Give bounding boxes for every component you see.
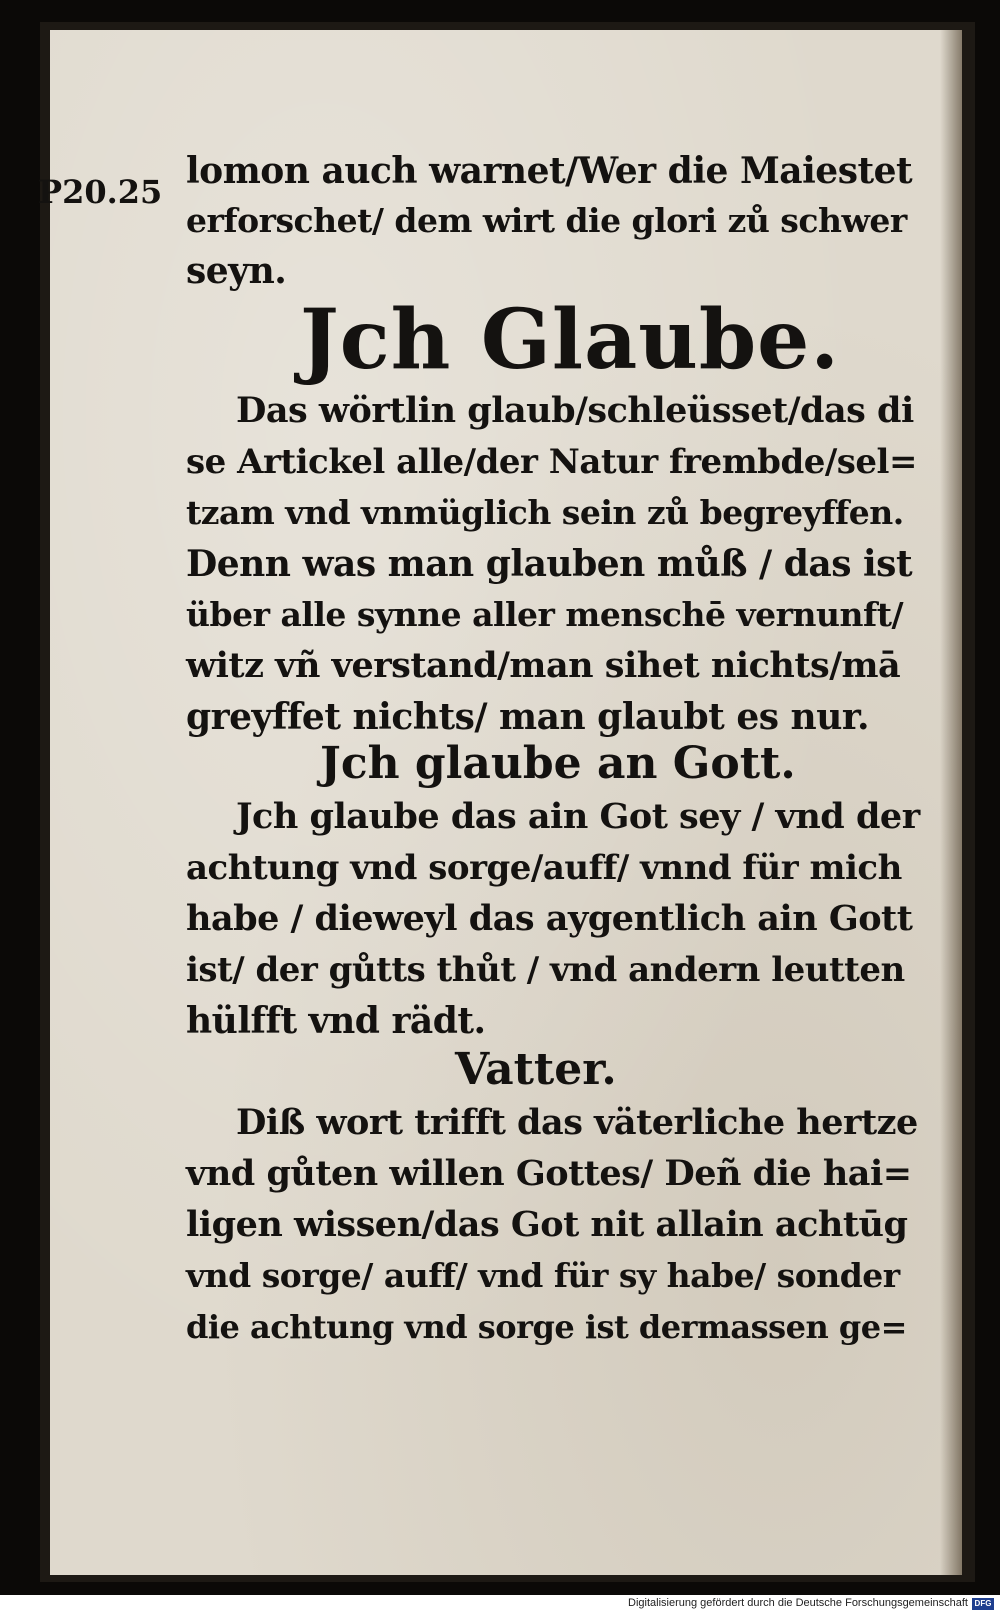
book-page — [38, 30, 962, 1575]
page-text — [38, 30, 962, 1575]
text-line: greyffet nichts/ man glaubt es nur. — [186, 696, 870, 738]
dfg-logo: DFG — [972, 1598, 994, 1610]
text-line: se Artickel alle/der Natur frembde/sel= — [186, 442, 917, 482]
heading-vatter: Vatter. — [455, 1044, 617, 1095]
text-line: vnd sorge/ auff/ vnd für sy habe/ sonder — [186, 1256, 900, 1295]
footer-credit: Digitalisierung gefördert durch die Deutsche Forschungsgemeinschaft — [628, 1597, 968, 1609]
text-line: über alle synne aller menschē vernunft/ — [186, 595, 904, 634]
marginal-reference: P20.25 — [38, 173, 163, 211]
text-line: die achtung vnd sorge ist dermassen ge= — [186, 1308, 907, 1346]
text-line: Diß wort trifft das väterliche hertze — [236, 1102, 918, 1143]
heading-ich-glaube: Jch Glaube. — [300, 292, 840, 388]
text-line: Jch glaube das ain Got sey / vnd der — [236, 796, 920, 837]
text-line: achtung vnd sorge/auff/ vnnd für mich — [186, 848, 902, 888]
text-line: seyn. — [186, 250, 287, 292]
text-line: tzam vnd vnmüglich sein zů begreyffen. — [186, 493, 904, 532]
text-line: habe / dieweyl das aygentlich ain Gott — [186, 898, 913, 939]
text-line: lomon auch warnet/Wer die Maiestet — [186, 150, 913, 192]
text-line: ligen wissen/das Got nit allain achtūg — [186, 1204, 908, 1245]
text-line: Das wörtlin glaub/schleüsset/das di — [236, 390, 914, 431]
heading-ich-glaube-an-gott: Jch glaube an Gott. — [320, 738, 796, 789]
text-line: hülfft vnd rädt. — [186, 1000, 486, 1042]
text-line: witz vñ verstand/man sihet nichts/mā — [186, 645, 901, 686]
text-line: erforschet/ dem wirt die glori zů schwer — [186, 201, 907, 240]
text-line: ist/ der gůtts thůt / vnd andern leutten — [186, 950, 905, 990]
text-line: Denn was man glauben můß / das ist — [186, 543, 913, 585]
text-line: vnd gůten willen Gottes/ Deñ die hai= — [186, 1153, 912, 1194]
